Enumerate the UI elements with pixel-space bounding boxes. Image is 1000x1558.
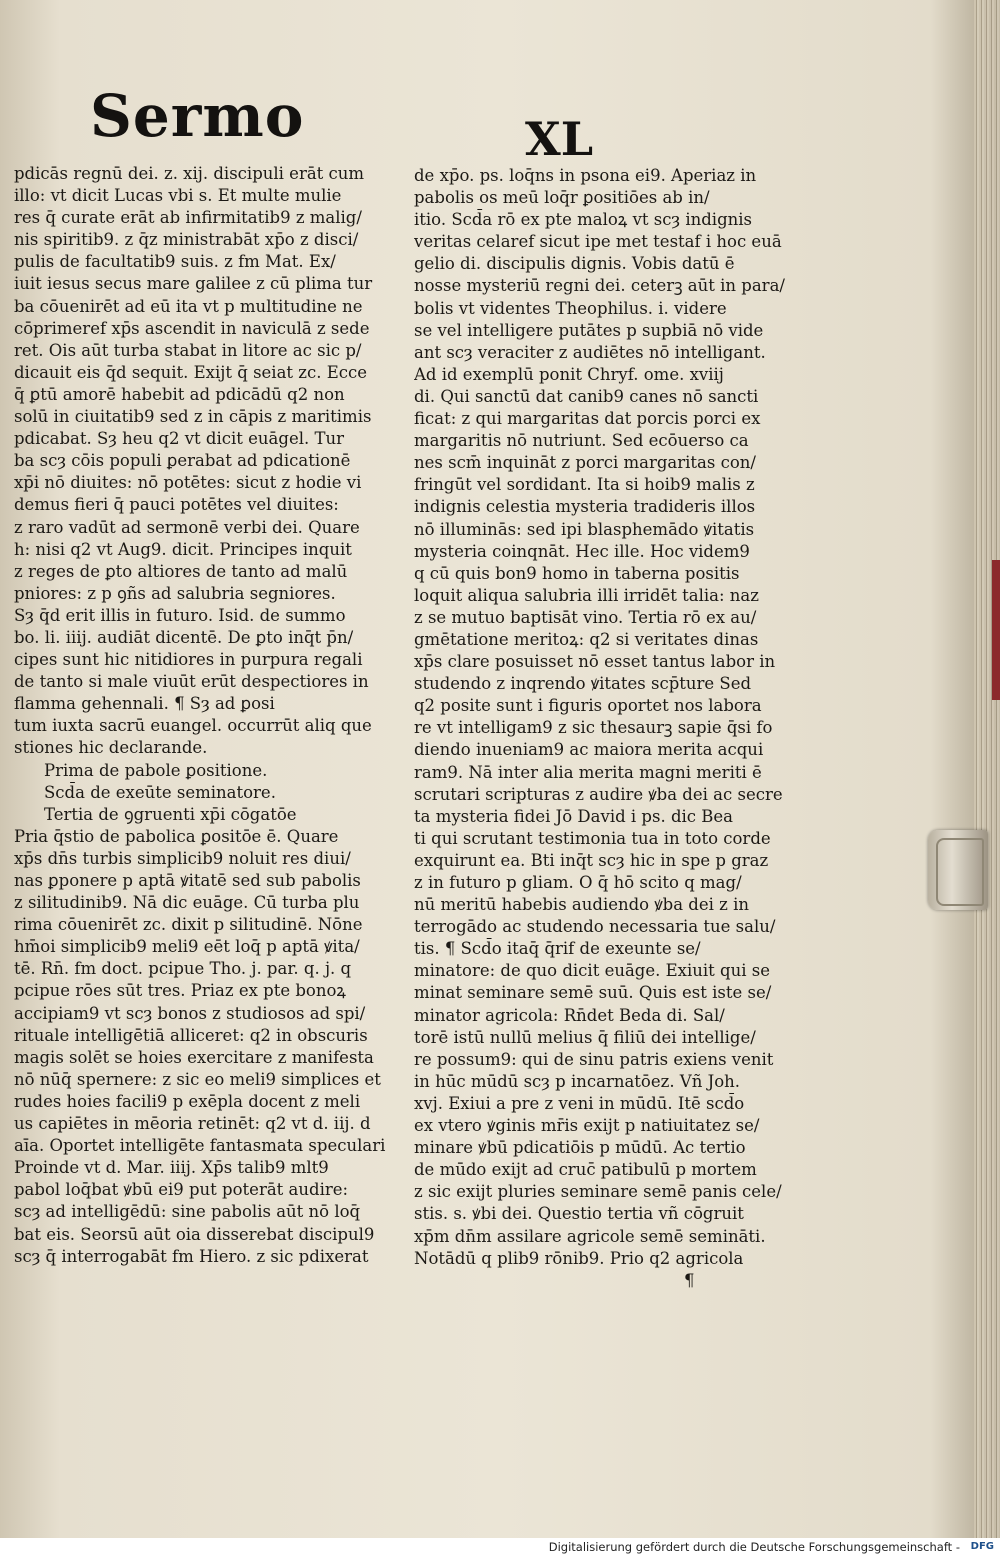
- text-line: ti qui scrutant testimonia tua in toto corde: [414, 828, 771, 848]
- text-line: nis spiritib9. z q̄z ministrabāt xp̄o z disci/: [14, 230, 359, 250]
- text-line: re possum9: qui de sinu patris exiens venit: [414, 1049, 774, 1069]
- text-line: terrogādo ac studendo necessaria tue salu/: [414, 917, 776, 937]
- text-line: Scd̄a de exeūte seminatore.: [44, 782, 276, 802]
- text-line: se vel intelligere putātes p supbiā nō vide: [414, 320, 764, 340]
- text-line: in hūc mūdū scȝ p incarnatōez. Vñ Joh.: [414, 1071, 741, 1091]
- text-line: bat eis. Seorsū aūt oia disserebat discipul9: [14, 1224, 375, 1244]
- text-line: itio. Scd̄a rō ex pte maloꝝ vt scȝ indignis: [414, 210, 752, 230]
- text-line: h: nisi q2 vt Aug9. dicit. Principes inquit: [14, 539, 352, 559]
- text-line: bolis vt videntes Theophilus. i. videre: [414, 298, 727, 318]
- text-line: minatore: de quo dicit euāge. Exiuit qui se: [414, 961, 770, 981]
- footer-bar: [0, 1538, 1000, 1558]
- left-text-column: [14, 163, 406, 1268]
- text-line: tum iuxta sacrū euangel. occurrūt aliq que: [14, 716, 372, 736]
- text-line: di. Qui sanctū dat canib9 canes nō sancti: [414, 386, 759, 406]
- text-line: scȝ q̄ interrogabāt fm Hiero. z sic pdixerat: [14, 1246, 369, 1266]
- text-line: pabolis os meū loq̄r ꝑositiōes ab in/: [414, 188, 710, 208]
- text-line: de mūdo exijt ad cruc̄ patibulū p mortem: [414, 1160, 757, 1180]
- text-line: xp̄s dn̄s turbis simplicib9 noluit res diui/: [14, 848, 351, 868]
- text-line: nosse mysteriū regni dei. ceterꝫ aūt in para/: [414, 276, 785, 296]
- folio-number: XL: [525, 112, 594, 166]
- text-line: ant scȝ veraciter z audiētes nō intelligant.: [414, 342, 766, 362]
- text-line: xp̄i nō diuites: nō potētes: sicut z hodie vi: [14, 473, 362, 493]
- text-line: flamma gehennali. ¶ Sȝ ad ꝑosi: [14, 694, 275, 714]
- text-line: minat seminare semē suū. Quis est iste se/: [414, 983, 772, 1003]
- text-line: torē istū nullū melius q̄ filiū dei intellige/: [414, 1027, 756, 1047]
- text-line: stiones hic declarande.: [14, 738, 208, 758]
- text-line: xvj. Exiui a pre z veni in mūdū. Itē scd̄o: [414, 1093, 745, 1113]
- text-line: q cū quis bon9 homo in taberna positis: [414, 563, 740, 583]
- text-line: z in futuro p gliam. O q̄ hō scito q mag/: [414, 873, 742, 892]
- text-line: Pria q̄stio de pabolica ꝑositōe ē. Quare: [14, 826, 339, 846]
- clasp: [928, 830, 988, 910]
- text-line: mysteria coinqnāt. Hec ille. Hoc videm9: [414, 541, 750, 561]
- text-line: dicauit eis q̄d sequit. Exijt q̄ seiat zc. Ecce: [14, 362, 368, 382]
- text-line: scrutari scripturas z audire ꝟba dei ac secre: [414, 784, 783, 804]
- text-line: nes scm̄ inquināt z porci margaritas con/: [414, 453, 756, 473]
- text-line: Prima de pabole ꝑositione.: [44, 760, 268, 780]
- text-line: z reges de ꝑto altiores de tanto ad malū: [14, 561, 348, 581]
- text-line: res q̄ curate erāt ab infirmitatib9 z malig/: [14, 208, 362, 228]
- text-line: pdicabat. Sȝ heu q2 vt dicit euāgel. Tur: [14, 429, 344, 449]
- text-line: gelio di. discipulis dignis. Vobis datū ē: [414, 254, 735, 274]
- text-line: margaritis nō nutriunt. Sed ecōuerso ca: [414, 431, 749, 451]
- text-line: ¶: [684, 1270, 695, 1290]
- text-line: q̄ ꝑtū amorē habebit ad pdicādū q2 non: [14, 384, 345, 404]
- text-line: cōprimeref xp̄s ascendit in naviculā z sede: [14, 318, 370, 338]
- text-line: solū in ciuitatib9 sed z in cāpis z maritimis: [14, 407, 372, 427]
- text-line: Ad id exemplū ponit Chryf. ome. xviij: [414, 364, 724, 384]
- text-line: ba scȝ cōis populi ꝑerabat ad pdicationē: [14, 451, 351, 471]
- text-line: z sic exijt pluries seminare semē panis cele/: [414, 1182, 782, 1202]
- text-line: illo: vt dicit Lucas vbi s. Et multe mulie: [14, 186, 342, 206]
- running-head-title: Sermo: [90, 82, 305, 150]
- text-line: q2 posite sunt i figuris oportet nos labora: [414, 696, 762, 716]
- book-page-edges: [974, 0, 1000, 1538]
- text-line: scȝ ad intelligēdū: sine pabolis aūt nō loq̄: [14, 1202, 361, 1222]
- text-line: Sȝ q̄d erit illis in futuro. Isid. de summo: [14, 605, 346, 625]
- funding-credit: Digitalisierung gefördert durch die Deutsche Forschungsgemeinschaft -: [548, 1540, 960, 1554]
- text-line: re vt intelligam9 z sic thesaurꝫ sapie q̄si fo: [414, 718, 773, 738]
- text-line: stis. s. ꝟbi dei. Questio tertia vñ cōgruit: [414, 1204, 744, 1224]
- text-line: rima cōuenirēt zc. dixit p silitudinē. Nōne: [14, 915, 363, 935]
- text-line: tis. ¶ Scd̄o itaq̄ q̄rif de exeunte se/: [414, 939, 701, 959]
- text-line: us capiētes in mēoria retinēt: q2 vt d. iij. d: [14, 1114, 371, 1134]
- text-line: xp̄m dn̄m assilare agricole semē semināti.: [414, 1226, 766, 1246]
- text-line: Tertia de ꝯgruenti xp̄i cōgatōe: [44, 804, 297, 824]
- text-line: gmētatione meritoꝝ: q2 si veritates dinas: [414, 629, 759, 649]
- text-line: tē. Rn̄. fm doct. pcipue Tho. j. par. q. j. q: [14, 959, 352, 979]
- text-line: z silitudinib9. Nā dic euāge. Cū turba plu: [14, 893, 360, 913]
- text-line: pcipue rōes sūt tres. Priaz ex pte bonoꝝ: [14, 981, 346, 1001]
- text-line: bo. li. iiij. audiāt dicentē. De ꝑto inq̄t p̄n/: [14, 627, 354, 647]
- text-line: Notādū q plib9 rōnib9. Prio q2 agricola: [414, 1248, 744, 1268]
- text-line: minare ꝟbū pdicatiōis p mūdū. Ac tertio: [414, 1138, 746, 1158]
- text-line: pulis de facultatib9 suis. z fm Mat. Ex/: [14, 252, 336, 272]
- red-bookmark-tab: [992, 560, 1000, 700]
- text-line: cipes sunt hic nitidiores in purpura regali: [14, 650, 363, 670]
- text-line: nō illuminās: sed ipi blasphemādo ꝟitatis: [414, 519, 755, 539]
- text-line: ta mysteria fidei Jō David i ps. dic Bea: [414, 806, 734, 826]
- text-line: de tanto si male viuūt erūt despectiores in: [14, 672, 369, 692]
- text-line: exquirunt ea. Bti inq̄t scȝ hic in spe p graz: [414, 850, 769, 870]
- text-line: nū meritū habebis audiendo ꝟba dei z in: [414, 895, 749, 915]
- dfg-logo: DFG: [970, 1541, 994, 1552]
- text-line: loquit aliqua salubria illi irridēt talia: naz: [414, 585, 759, 605]
- text-line: rituale intelligētiā alliceret: q2 in obscuris: [14, 1025, 368, 1045]
- text-line: nō nūq̄ spernere: z sic eo meli9 simplices et: [14, 1069, 381, 1089]
- text-line: pabol loq̄bat ꝟbū ei9 put poterāt audire:: [14, 1180, 349, 1200]
- text-line: rudes hoies facili9 p exēpla docent z meli: [14, 1091, 361, 1111]
- text-line: z raro vadūt ad sermonē verbi dei. Quare: [14, 517, 360, 537]
- text-line: veritas celaref sicut ipe met testaf i hoc euā: [414, 232, 782, 252]
- text-line: ficat: z qui margaritas dat porcis porci ex: [414, 409, 761, 429]
- text-line: diendo inueniam9 ac maiora merita acqui: [414, 740, 764, 760]
- text-line: minator agricola: Rn̄det Beda di. Sal/: [414, 1005, 725, 1025]
- text-line: de xp̄o. ps. loq̄ns in psona ei9. Aperiaz in: [414, 166, 757, 185]
- text-line: accipiam9 vt scȝ bonos z studiosos ad spi/: [14, 1003, 366, 1023]
- text-line: iuit iesus secus mare galilee z cū plima tur: [14, 274, 373, 294]
- text-line: z se mutuo baptisāt vino. Tertia rō ex au/: [414, 607, 757, 627]
- text-line: pniores: z p ꝯñs ad salubria segniores.: [14, 583, 336, 603]
- text-line: aīa. Oportet intelligēte fantasmata speculari: [14, 1136, 386, 1156]
- text-line: fringūt vel sordidant. Ita si hoib9 malis z: [414, 475, 755, 495]
- text-line: studendo z inqrendo ꝟitates scp̄ture Sed: [414, 674, 752, 694]
- text-line: ram9. Nā inter alia merita magni meriti ē: [414, 762, 762, 782]
- text-line: ret. Ois aūt turba stabat in litore ac sic p/: [14, 340, 362, 360]
- right-text-column: [414, 165, 798, 1292]
- text-line: demus fieri q̄ pauci potētes vel diuites:: [14, 495, 339, 515]
- text-line: pdicās regnū dei. z. xij. discipuli erāt cum: [14, 164, 365, 183]
- text-line: ba cōuenirēt ad eū ita vt p multitudine ne: [14, 296, 363, 316]
- text-line: xp̄s clare posuisset nō esset tantus labor in: [414, 652, 776, 672]
- text-line: indignis celestia mysteria tradideris illos: [414, 497, 756, 517]
- text-line: Proinde vt d. Mar. iiij. Xp̄s talib9 mlt9: [14, 1158, 329, 1178]
- text-line: ex vtero ꝟginis mr̄is exijt p natiuitatez se/: [414, 1116, 760, 1136]
- text-line: magis solēt se hoies exercitare z manifesta: [14, 1047, 374, 1067]
- text-line: hm̄oi simplicib9 meli9 eēt loq̄ p aptā ꝟita/: [14, 937, 360, 957]
- text-line: nas ꝑponere p aptā ꝟitatē sed sub pabolis: [14, 871, 361, 890]
